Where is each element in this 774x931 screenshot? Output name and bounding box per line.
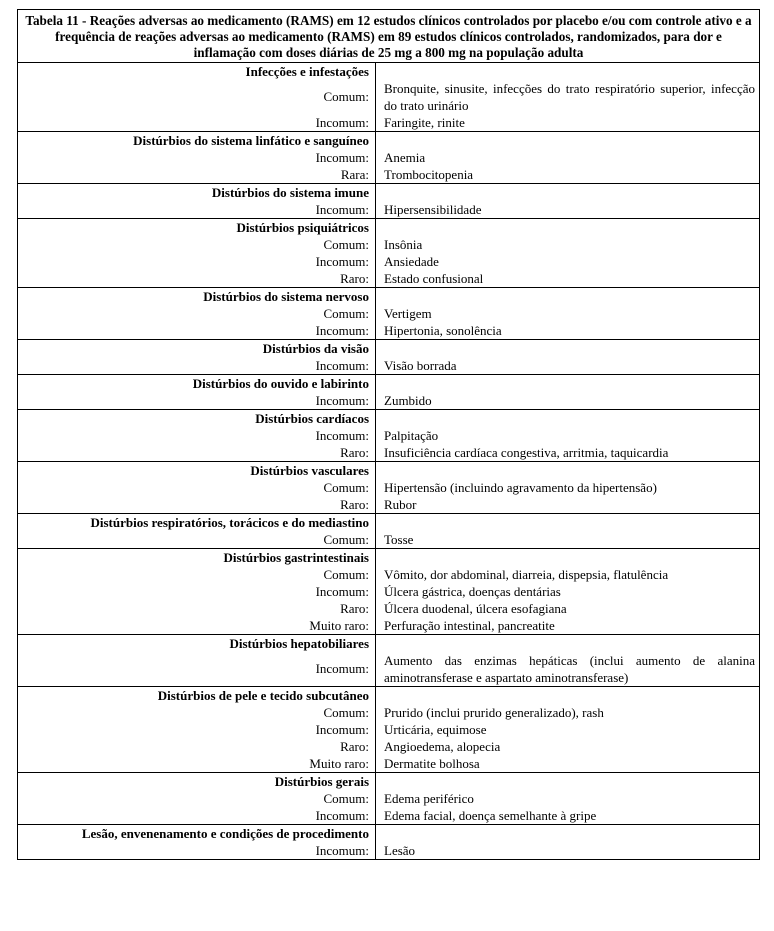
- reaction-cell: [376, 462, 760, 514]
- frequency-label: Incomum:: [315, 428, 369, 443]
- frequency-label: Muito raro:: [309, 756, 369, 771]
- category-spacer: [384, 773, 755, 790]
- reaction-cell: [376, 549, 760, 635]
- reaction-cell: [376, 340, 760, 375]
- reaction-text: Bronquite, sinusite, infecções do trato respiratório superior, infecção do trato urinário: [384, 81, 755, 113]
- reaction-cell: [376, 825, 760, 860]
- section-row: [18, 288, 760, 340]
- frequency-label: Raro:: [340, 497, 369, 512]
- category-heading: Distúrbios hepatobiliares: [229, 636, 369, 651]
- category-spacer: [384, 340, 755, 357]
- category-heading: Distúrbios do ouvido e labirinto: [192, 376, 369, 391]
- reaction-text: Palpitação: [384, 428, 439, 443]
- frequency-cell: [18, 687, 376, 773]
- category-heading: Distúrbios do sistema linfático e sanguíneo: [133, 133, 369, 148]
- frequency-cell: [18, 549, 376, 635]
- reaction-text: Dermatite bolhosa: [384, 756, 480, 771]
- category-spacer: [384, 375, 755, 392]
- frequency-label: Comum:: [323, 306, 369, 321]
- reaction-text: Trombocitopenia: [384, 167, 474, 182]
- reaction-text: Edema periférico: [384, 791, 474, 806]
- category-spacer: [384, 288, 755, 305]
- frequency-label: Incomum:: [315, 661, 369, 676]
- reaction-text: Anemia: [384, 150, 426, 165]
- category-spacer: [384, 687, 755, 704]
- section-row: [18, 410, 760, 462]
- frequency-label: Raro:: [340, 739, 369, 754]
- frequency-label: Comum:: [323, 567, 369, 582]
- category-heading: Distúrbios de pele e tecido subcutâneo: [157, 688, 369, 703]
- frequency-cell: [18, 184, 376, 219]
- category-spacer: [384, 184, 755, 201]
- section-row: [18, 825, 760, 860]
- frequency-cell: [18, 132, 376, 184]
- frequency-label: Comum:: [323, 791, 369, 806]
- reaction-text: Zumbido: [384, 393, 432, 408]
- frequency-label: Muito raro:: [309, 618, 369, 633]
- frequency-label: Incomum:: [315, 254, 369, 269]
- reaction-cell: [376, 514, 760, 549]
- reaction-text: Ansiedade: [384, 254, 439, 269]
- reaction-cell: [376, 184, 760, 219]
- frequency-cell: [18, 825, 376, 860]
- section-row: [18, 549, 760, 635]
- category-heading: Distúrbios psiquiátricos: [236, 220, 369, 235]
- category-heading: Distúrbios do sistema imune: [211, 185, 369, 200]
- reaction-text: Úlcera duodenal, úlcera esofagiana: [384, 601, 567, 616]
- frequency-cell: [18, 288, 376, 340]
- title-row: [18, 10, 760, 63]
- section-row: [18, 514, 760, 549]
- frequency-label: Incomum:: [315, 584, 369, 599]
- frequency-label: Incomum:: [315, 808, 369, 823]
- frequency-cell: [18, 63, 376, 132]
- category-spacer: [384, 219, 755, 236]
- category-heading: Distúrbios respiratórios, torácicos e do mediastino: [90, 515, 369, 530]
- reaction-text: Estado confusional: [384, 271, 484, 286]
- reaction-text: Insônia: [384, 237, 423, 252]
- section-row: [18, 773, 760, 825]
- category-spacer: [384, 549, 755, 566]
- section-row: [18, 184, 760, 219]
- frequency-label: Incomum:: [315, 202, 369, 217]
- reaction-text: Vertigem: [384, 306, 432, 321]
- frequency-cell: [18, 773, 376, 825]
- reaction-text: Faringite, rinite: [384, 115, 465, 130]
- section-row: [18, 340, 760, 375]
- reaction-cell: [376, 375, 760, 410]
- section-row: [18, 462, 760, 514]
- frequency-label: Comum:: [323, 480, 369, 495]
- reaction-text: Perfuração intestinal, pancreatite: [384, 618, 555, 633]
- adverse-reactions-table: [17, 9, 760, 860]
- frequency-label: Incomum:: [315, 115, 369, 130]
- category-spacer: [384, 462, 755, 479]
- reaction-text: Úlcera gástrica, doenças dentárias: [384, 584, 561, 599]
- reaction-cell: [376, 410, 760, 462]
- category-heading: Distúrbios gerais: [274, 774, 369, 789]
- frequency-label: Raro:: [340, 445, 369, 460]
- category-heading: Distúrbios da visão: [262, 341, 369, 356]
- frequency-label: Raro:: [340, 271, 369, 286]
- frequency-label: Incomum:: [315, 722, 369, 737]
- category-heading: Lesão, envenenamento e condições de procedimento: [81, 826, 369, 841]
- reaction-cell: [376, 635, 760, 687]
- frequency-label: Incomum:: [315, 358, 369, 373]
- reaction-cell: [376, 687, 760, 773]
- reaction-text: Hipersensibilidade: [384, 202, 482, 217]
- category-spacer: [384, 410, 755, 427]
- frequency-cell: [18, 410, 376, 462]
- frequency-label: Incomum:: [315, 150, 369, 165]
- category-heading: Distúrbios cardíacos: [255, 411, 369, 426]
- reaction-text: Angioedema, alopecia: [384, 739, 501, 754]
- frequency-cell: [18, 340, 376, 375]
- reaction-text: Visão borrada: [384, 358, 457, 373]
- section-row: [18, 132, 760, 184]
- reaction-cell: [376, 219, 760, 288]
- section-row: [18, 219, 760, 288]
- reaction-cell: [376, 132, 760, 184]
- category-heading: Distúrbios gastrintestinais: [223, 550, 369, 565]
- adverse-reactions-document: [17, 9, 760, 860]
- section-row: [18, 375, 760, 410]
- category-heading: Distúrbios do sistema nervoso: [203, 289, 369, 304]
- category-heading: Infecções e infestações: [245, 64, 369, 79]
- reaction-text: Prurido (inclui prurido generalizado), rash: [384, 705, 604, 720]
- category-spacer: [384, 825, 755, 842]
- frequency-cell: [18, 514, 376, 549]
- frequency-cell: [18, 219, 376, 288]
- section-row: [18, 687, 760, 773]
- category-spacer: [384, 635, 755, 652]
- reaction-text: Edema facial, doença semelhante à gripe: [384, 808, 597, 823]
- frequency-cell: [18, 462, 376, 514]
- reaction-text: Hipertonia, sonolência: [384, 323, 502, 338]
- reaction-text: Aumento das enzimas hepáticas (inclui aumento de alanina aminotransferase e aspartato aminotransferase): [384, 653, 755, 685]
- frequency-label: Raro:: [340, 601, 369, 616]
- frequency-label: Comum:: [323, 237, 369, 252]
- frequency-label: Incomum:: [315, 843, 369, 858]
- reaction-cell: [376, 773, 760, 825]
- reaction-text: Vômito, dor abdominal, diarreia, dispepsia, flatulência: [384, 567, 669, 582]
- reaction-text: Urticária, equimose: [384, 722, 487, 737]
- frequency-label: Comum:: [323, 89, 369, 104]
- category-heading: Distúrbios vasculares: [250, 463, 369, 478]
- frequency-label: Comum:: [323, 705, 369, 720]
- reaction-text: Insuficiência cardíaca congestiva, arritmia, taquicardia: [384, 445, 669, 460]
- frequency-label: Comum:: [323, 532, 369, 547]
- reaction-text: Lesão: [384, 843, 416, 858]
- table-title: Tabela 11 - Reações adversas ao medicamento (RAMS) em 12 estudos clínicos controlados por placebo e/ou com controle ativo e a frequência de reações adversas ao medicamento (RAMS) em 89 estudos clínicos controlados, randomizados, para dor e inflamação com doses diárias de 25 mg a 800 mg na população adulta: [18, 10, 760, 63]
- table-body: [18, 10, 760, 860]
- frequency-label: Incomum:: [315, 393, 369, 408]
- frequency-cell: [18, 375, 376, 410]
- reaction-text: Hipertensão (incluindo agravamento da hipertensão): [384, 480, 657, 495]
- reaction-cell: [376, 63, 760, 132]
- category-spacer: [384, 514, 755, 531]
- section-row: [18, 635, 760, 687]
- reaction-text: Tosse: [384, 532, 414, 547]
- category-spacer: [384, 132, 755, 149]
- category-spacer: [384, 63, 755, 80]
- frequency-label: Rara:: [340, 167, 369, 182]
- section-row: [18, 63, 760, 132]
- frequency-label: Incomum:: [315, 323, 369, 338]
- reaction-cell: [376, 288, 760, 340]
- reaction-text: Rubor: [384, 497, 417, 512]
- frequency-cell: [18, 635, 376, 687]
